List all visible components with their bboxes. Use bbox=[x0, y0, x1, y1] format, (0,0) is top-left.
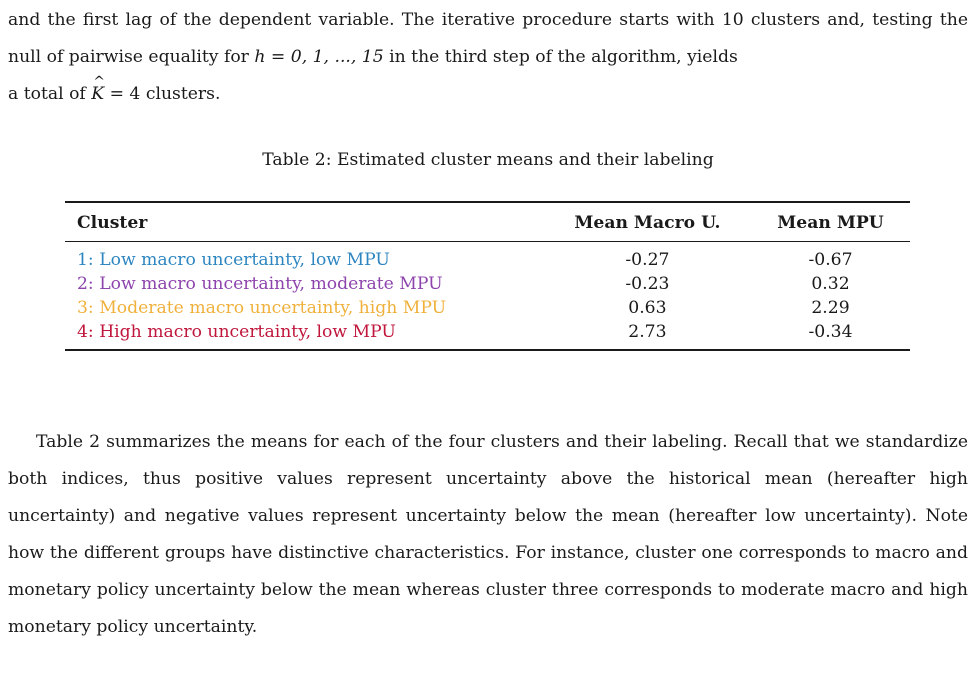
cluster-mpu-3: 2.29 bbox=[811, 298, 850, 318]
table-row bbox=[65, 320, 910, 350]
table-caption: Table 2: Estimated cluster means and their labeling bbox=[262, 150, 714, 170]
intro-line-3-math-rest: = 4 bbox=[104, 84, 141, 104]
table-row bbox=[65, 242, 910, 273]
header-cluster: Cluster bbox=[65, 202, 544, 242]
intro-line-3-pre: a total of bbox=[8, 84, 92, 104]
k-hat-symbol: ^ K bbox=[91, 76, 104, 113]
header-mean-mpu: Mean MPU bbox=[751, 202, 910, 242]
cluster-mpu-1: -0.67 bbox=[808, 250, 853, 270]
cluster-mpu-2: 0.32 bbox=[811, 274, 850, 294]
header-mean-macro: Mean Macro U. bbox=[544, 202, 751, 242]
table-row bbox=[65, 272, 910, 296]
cluster-macro-2: -0.23 bbox=[625, 274, 670, 294]
table-row bbox=[65, 296, 910, 320]
intro-paragraph bbox=[8, 2, 968, 113]
cluster-label-2: 2: Low macro uncertainty, moderate MPU bbox=[77, 274, 443, 294]
intro-line-2-pre: testing the null of pairwise equality for bbox=[8, 10, 968, 67]
intro-line-3-post: clusters. bbox=[140, 84, 221, 104]
cluster-label-1: 1: Low macro uncertainty, low MPU bbox=[77, 250, 390, 270]
summary-paragraph bbox=[8, 424, 968, 646]
intro-line-2-post: in the third step of the algorithm, yields bbox=[383, 47, 738, 67]
intro-line-2-math: h = 0, 1, ..., 15 bbox=[254, 47, 384, 67]
cluster-macro-3: 0.63 bbox=[628, 298, 667, 318]
cluster-label-4: 4: High macro uncertainty, low MPU bbox=[65, 320, 544, 350]
cluster-means-table bbox=[65, 201, 910, 351]
summary-text: Table 2 summarizes the means for each of the four clusters and their labeling. Recall that we standardize both indices, thus positive values represent uncertainty above the historical mean (hereafter high uncertainty) and negative values represent uncertainty below the mean (hereafter low uncertainty). Note how the different groups have distinctive characteristics. For instance, cluster one corresponds to macro and monetary policy uncertainty below the mean whereas cluster three corresponds to moderate macro and high monetary policy uncertainty. bbox=[8, 432, 968, 637]
cluster-macro-1: -0.27 bbox=[625, 250, 670, 270]
intro-line-1: and the first lag of the dependent variable. The iterative procedure starts with 10 clusters and, bbox=[8, 10, 866, 30]
table-header-row bbox=[65, 202, 910, 242]
cluster-label-3: 3: Moderate macro uncertainty, high MPU bbox=[77, 298, 447, 318]
cluster-mpu-4: -0.34 bbox=[751, 320, 910, 350]
cluster-macro-4: 2.73 bbox=[544, 320, 751, 350]
